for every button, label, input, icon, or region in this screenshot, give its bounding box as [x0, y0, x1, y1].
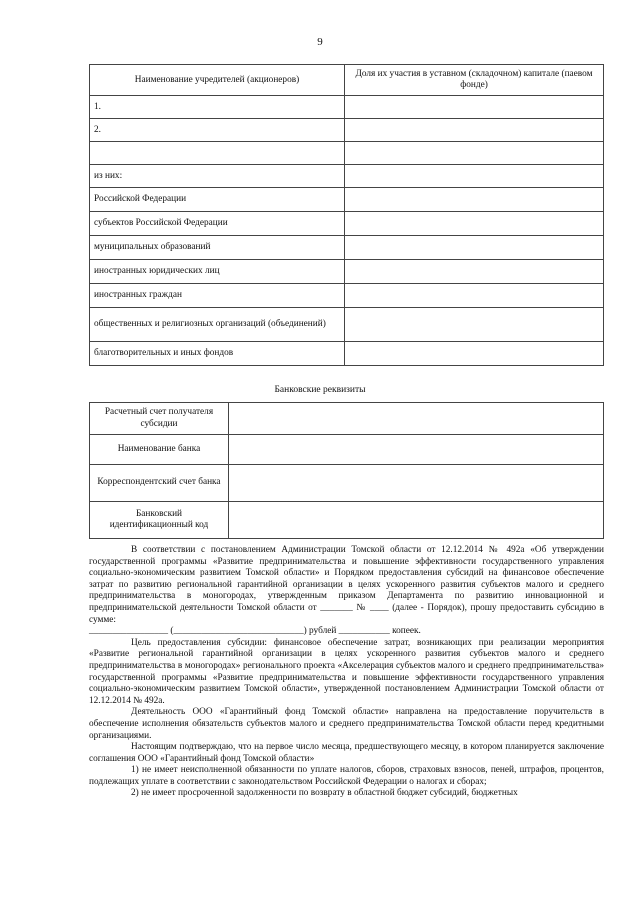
founder-category-cell: Российской Федерации — [90, 188, 345, 212]
share-value-cell[interactable] — [345, 142, 604, 165]
founder-category-cell: муниципальных образований — [90, 236, 345, 260]
bank-field-label: Банковский идентификационный код — [90, 502, 229, 539]
founder-category-cell: из них: — [90, 165, 345, 188]
founder-category-cell: иностранных граждан — [90, 284, 345, 308]
page-number: 9 — [317, 36, 323, 48]
table-row — [90, 236, 604, 260]
founder-category-cell: 1. — [90, 96, 345, 119]
header-share: Доля их участия в уставном (складочном) капитале (паевом фонде) — [345, 65, 604, 96]
table-row — [90, 260, 604, 284]
table-row — [90, 342, 604, 366]
share-value-cell[interactable] — [345, 119, 604, 142]
bank-field-value[interactable] — [229, 403, 604, 435]
paragraph-item-1: 1) не имеет неисполненной обязанности по уплате налогов, сборов, страховых взносов, пеней, штрафов, процентов, подлежащих уплате в соответствии с законодательством Российской Федерации о налогах и сборах; — [89, 765, 604, 787]
share-value-cell[interactable] — [345, 236, 604, 260]
founder-category-cell: иностранных юридических лиц — [90, 260, 345, 284]
share-value-cell[interactable] — [345, 342, 604, 366]
share-value-cell[interactable] — [345, 260, 604, 284]
table-row — [90, 308, 604, 342]
table-header-row — [90, 65, 604, 96]
table-row — [90, 188, 604, 212]
bank-details-table — [89, 402, 604, 539]
founder-category-cell: общественных и религиозных организаций (объединений) — [90, 308, 345, 342]
paragraph-confirmation: Настоящим подтверждаю, что на первое число месяца, предшествующего месяцу, в котором планируется заключение соглашения ООО «Гарантийный фонд Томской области» — [89, 742, 604, 764]
bank-field-value[interactable] — [229, 502, 604, 539]
table-row — [90, 212, 604, 236]
table-row — [90, 119, 604, 142]
paragraph-purpose: Цель предоставления субсидии: финансовое обеспечение затрат, возникающих при реализации мероприятия «Развитие региональной гарантийной организации в целях ускоренного развития субъектов малого и среднего предпринимательства в моногородах» регионального проекта «Акселерация субъектов малого и среднего предпринимательства» государственной программы «Развитие предпринимательства и повышение эффективности государственного управления социально-экономическим развитием Томской области», утвержденной постановлением Администрации Томской области от 12.12.2014 № 492а. — [89, 637, 604, 706]
table-row — [90, 96, 604, 119]
bank-section-title: Банковские реквизиты — [274, 385, 366, 395]
share-value-cell[interactable] — [345, 212, 604, 236]
bank-field-label: Расчетный счет получателя субсидии — [90, 403, 229, 435]
share-value-cell[interactable] — [345, 308, 604, 342]
founder-category-cell: субъектов Российской Федерации — [90, 212, 345, 236]
bank-field-value[interactable] — [229, 435, 604, 465]
table-row — [90, 165, 604, 188]
table-row — [90, 465, 604, 502]
table-row — [90, 502, 604, 539]
founder-category-cell — [90, 142, 345, 165]
bank-field-label: Наименование банка — [90, 435, 229, 465]
paragraph-amount: _________________ (____________________________) рублей ___________ копеек. — [89, 626, 421, 637]
share-value-cell[interactable] — [345, 284, 604, 308]
header-founder-name: Наименование учредителей (акционеров) — [90, 65, 345, 96]
table-row — [90, 403, 604, 435]
bank-field-value[interactable] — [229, 465, 604, 502]
table-row — [90, 435, 604, 465]
founder-category-cell: благотворительных и иных фондов — [90, 342, 345, 366]
founders-table — [89, 64, 604, 366]
founder-category-cell: 2. — [90, 119, 345, 142]
body-text — [89, 545, 604, 800]
share-value-cell[interactable] — [345, 188, 604, 212]
table-row — [90, 142, 604, 165]
share-value-cell[interactable] — [345, 165, 604, 188]
paragraph-item-2: 2) не имеет просроченной задолженности по возврату в областной бюджет субсидий, бюджетных — [131, 788, 518, 799]
bank-field-label: Корреспондентский счет банка — [90, 465, 229, 502]
share-value-cell[interactable] — [345, 96, 604, 119]
paragraph-activity: Деятельность ООО «Гарантийный фонд Томской области» направлена на предоставление поручительств в обеспечение исполнения обязательств субъектов малого и среднего предпринимательства Томской области перед кредитными организациями. — [89, 707, 604, 741]
paragraph-request: В соответствии с постановлением Администрации Томской области от 12.12.2014 № 492а «Об утверждении государственной программы «Развитие предпринимательства и повышение эффективности государственного управления социально-экономическим развитием Томской области» и Порядком предоставления субсидий на финансовое обеспечение затрат по развитию региональной гарантийной организации в целях ускоренного развития субъектов малого и среднего предпринимательства в моногородах, утвержденным приказом Департамента по развитию инновационной и предпринимательской деятельности Томской области от _______ № ____ (далее - Порядок), прошу предоставить субсидию в сумме: — [89, 545, 604, 625]
table-row — [90, 284, 604, 308]
